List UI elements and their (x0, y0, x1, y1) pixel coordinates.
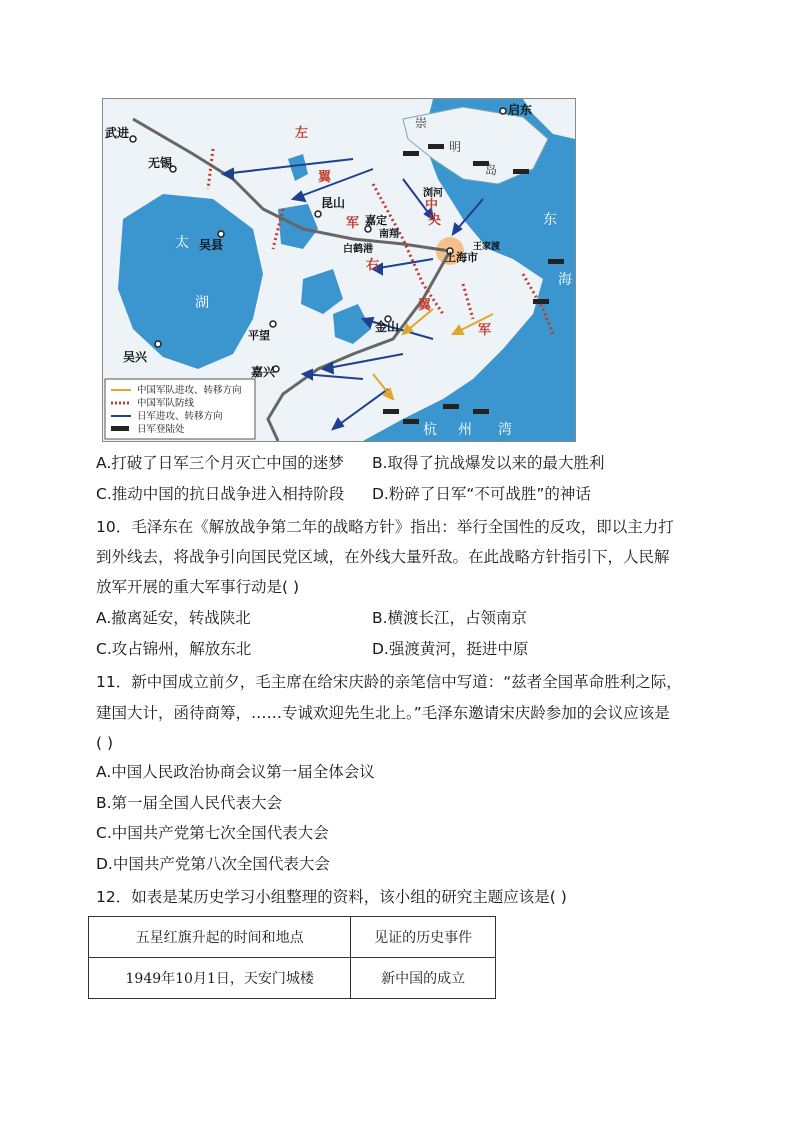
label-wangjiaduo: 王家渡 (473, 242, 501, 252)
label-jiaxing: 嘉兴 (251, 365, 276, 379)
q10-line-2: 到外线去，将战争引向国民党区域，在外线大量歼敌。在此战略方针指引下，人民解 (96, 548, 670, 566)
table-header-1: 五星红旗升起的时间和地点 (89, 917, 351, 958)
q10-line-1: 10．毛泽东在《解放战争第二年的战略方针》指出：举行全国性的反攻，即以主力打 (96, 518, 674, 536)
label-pingwang: 平望 (248, 329, 270, 342)
table-header-2: 见证的历史事件 (351, 917, 496, 958)
island-label-chong: 崇 (415, 116, 428, 130)
legend-item-1: 中国军队进攻、转移方向 (137, 385, 242, 396)
legend-item-4: 日军登陆处 (137, 424, 185, 435)
label-shanghai: 上海市 (445, 251, 478, 264)
label-jinshan: 金山 (375, 320, 400, 334)
table-header-row (89, 917, 496, 958)
q9-option-c: C.推动中国的抗日战争进入相持阶段 (96, 485, 345, 503)
q10-line-3: 放军开展的重大军事行动是( ) (96, 578, 300, 596)
label-baiheyan: 白鹤港 (343, 244, 373, 255)
water-label-hang: 杭 (423, 422, 437, 438)
red-label-jun1: 军 (346, 216, 360, 231)
q11-line-2: 建国大计，函待商筹，……专诚欢迎先生北上。”毛泽东邀请宋庆龄参加的会议应该是 (96, 704, 670, 722)
red-label-zuo: 左 (295, 126, 309, 141)
q11-option-d: D.中国共产党第八次全国代表大会 (96, 855, 330, 873)
q10-option-a: A.撤离延安，转战陕北 (96, 609, 251, 627)
red-label-yi1: 翼 (318, 170, 332, 185)
water-label-dong: 东 (543, 212, 557, 228)
q11-option-a: A.中国人民政治协商会议第一届全体会议 (96, 763, 375, 781)
red-label-zhong: 中 (425, 198, 439, 213)
water-label-tai: 太 (175, 235, 189, 251)
label-wujin: 武进 (105, 126, 130, 140)
q9-option-a: A.打破了日军三个月灭亡中国的迷梦 (96, 454, 344, 472)
q11-option-c: C.中国共产党第七次全国代表大会 (96, 824, 329, 842)
table-row (89, 958, 496, 999)
label-kunshan: 昆山 (321, 196, 346, 210)
q9-option-b: B.取得了抗战爆发以来的最大胜利 (372, 454, 605, 472)
label-qidong: 启东 (508, 103, 533, 117)
legend-item-2: 中国军队防线 (137, 398, 195, 409)
label-wuxing: 吴兴 (123, 350, 148, 364)
q11-option-b: B.第一届全国人民代表大会 (96, 794, 283, 812)
q10-option-b: B.横渡长江，占领南京 (372, 609, 528, 627)
label-liuhe: 浏河 (423, 188, 443, 199)
q9-option-d: D.粉碎了日军“不可战胜”的神话 (372, 485, 591, 503)
water-label-wan: 湾 (498, 422, 512, 438)
battle-map (102, 98, 576, 442)
legend-swatch-ship (111, 426, 129, 431)
q11-line-1: 11．新中国成立前夕，毛主席在给宋庆龄的亲笔信中写道：“兹者全国革命胜利之际， (96, 673, 682, 691)
water-label-zhou: 州 (458, 422, 472, 438)
water-label-hu: 湖 (195, 295, 209, 311)
island-label-dao: 岛 (485, 163, 498, 177)
q12-table (88, 916, 496, 999)
legend-item-3: 日军进攻、转移方向 (137, 411, 223, 422)
water-label-hai: 海 (558, 272, 572, 288)
label-wuxian: 吴县 (199, 238, 224, 252)
red-label-yi2: 翼 (418, 298, 432, 313)
q11-line-3: ( ) (96, 734, 114, 752)
label-jiading: 嘉定 (365, 214, 387, 227)
island-label-ming: 明 (449, 140, 462, 154)
q12-line-1: 12．如表是某历史学习小组整理的资料，该小组的研究主题应该是( ) (96, 888, 567, 906)
red-label-you: 右 (366, 258, 380, 273)
red-label-jun2: 军 (478, 323, 492, 338)
table-cell-1: 1949年10月1日，天安门城楼 (89, 958, 351, 999)
label-nanxiang: 南翔 (379, 229, 399, 240)
battle-map-svg (103, 99, 575, 441)
q10-option-d: D.强渡黄河，挺进中原 (372, 640, 529, 658)
q10-option-c: C.攻占锦州，解放东北 (96, 640, 252, 658)
label-wuxi: 无锡 (148, 156, 173, 170)
red-label-yang: 央 (428, 213, 442, 228)
table-cell-2: 新中国的成立 (351, 958, 496, 999)
